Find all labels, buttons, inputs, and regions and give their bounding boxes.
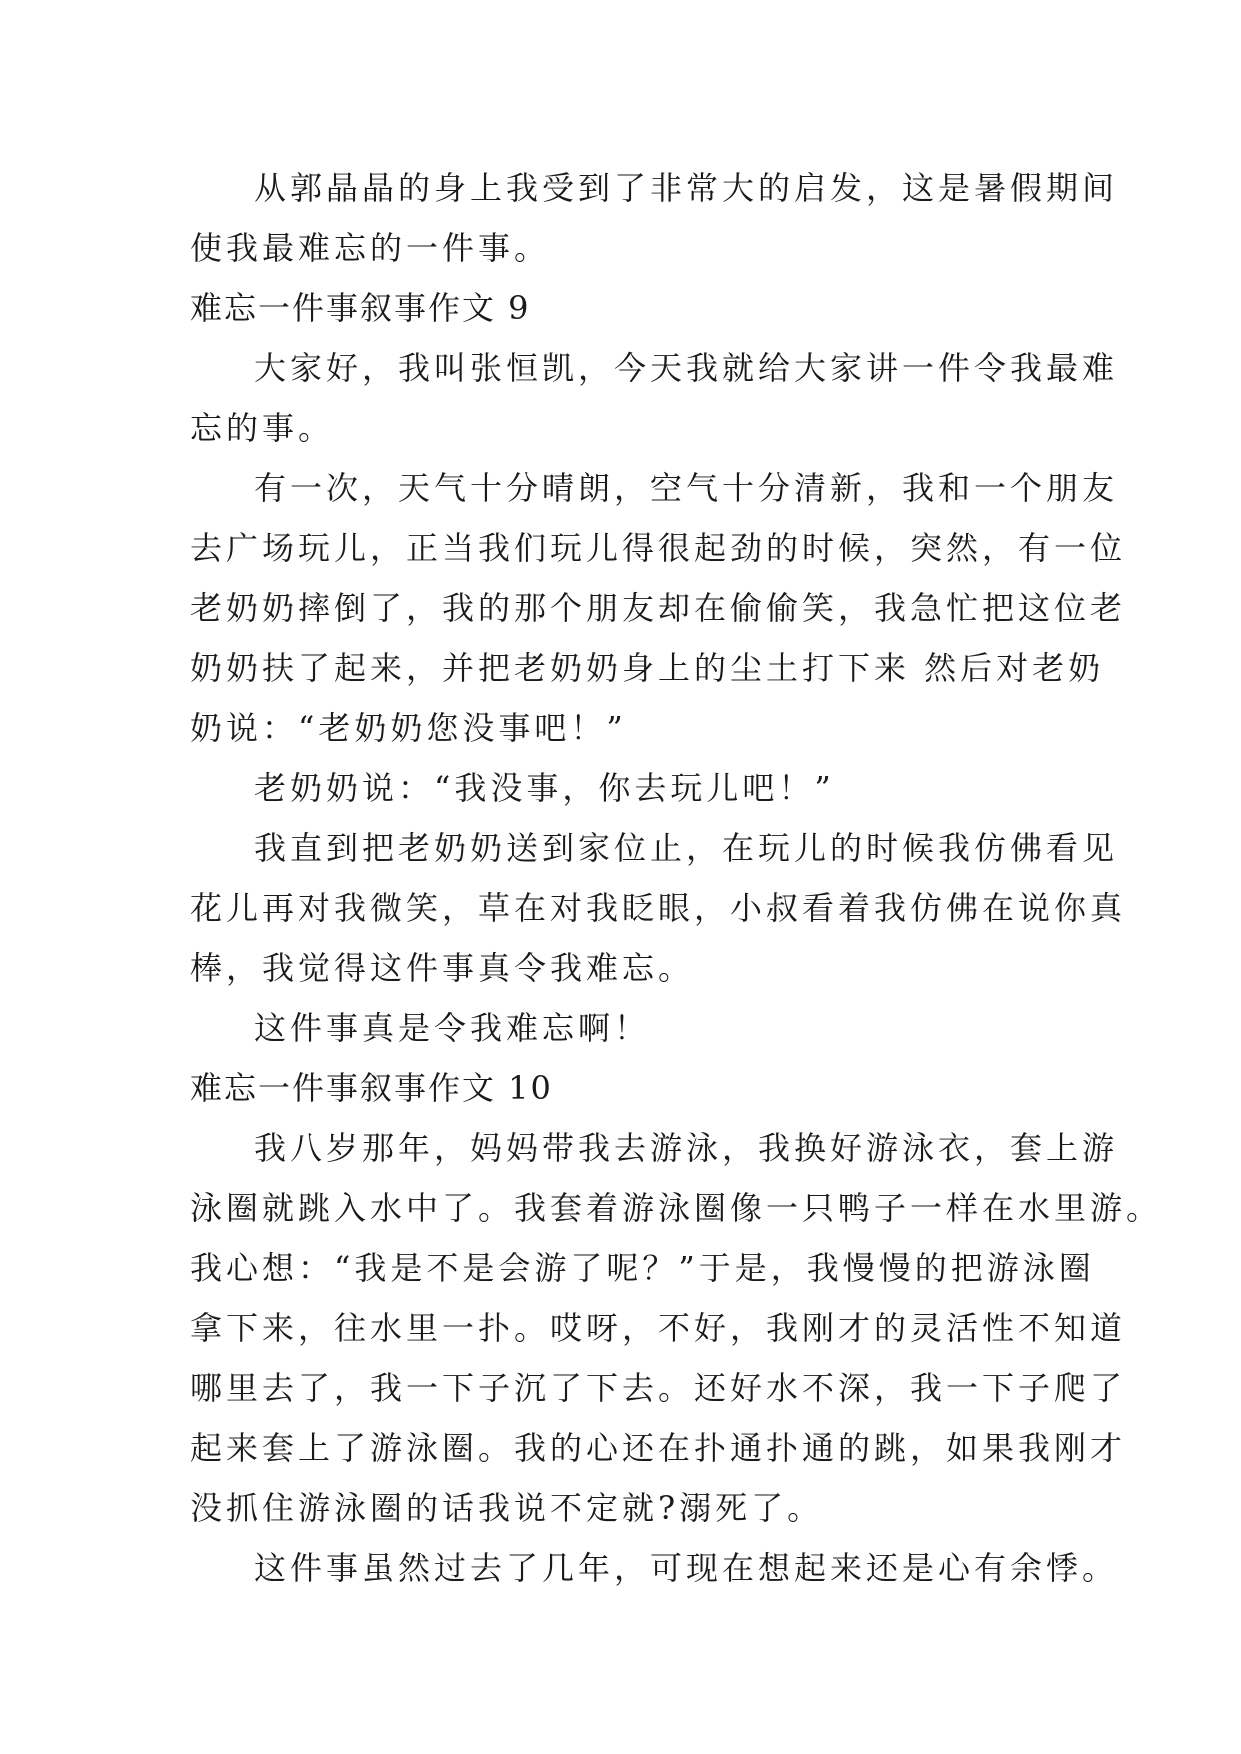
section-heading: 难忘一件事叙事作文 10	[190, 1069, 553, 1107]
text-line: 我心想：“我是不是会游了呢？”于是，我慢慢的把游泳圈	[190, 1249, 1095, 1287]
text-line: 花儿再对我微笑，草在对我眨眼，小叔看着我仿佛在说你真	[190, 889, 1127, 927]
text-line: 泳圈就跳入水中了。我套着游泳圈像一只鸭子一样在水里游。	[190, 1189, 1163, 1227]
text-line: 奶奶扶了起来，并把老奶奶身上的尘土打下来 然后对老奶	[190, 649, 1105, 687]
text-line: 大家好，我叫张恒凯，今天我就给大家讲一件令我最难	[254, 349, 1119, 387]
text-line: 起来套上了游泳圈。我的心还在扑通扑通的跳，如果我刚才	[190, 1429, 1127, 1467]
text-line: 从郭晶晶的身上我受到了非常大的启发，这是暑假期间	[254, 169, 1119, 207]
text-line: 有一次，天气十分晴朗，空气十分清新，我和一个朋友	[254, 469, 1119, 507]
text-line: 我八岁那年，妈妈带我去游泳，我换好游泳衣，套上游	[254, 1129, 1119, 1167]
text-line: 这件事虽然过去了几年，可现在想起来还是心有余悸。	[254, 1549, 1119, 1587]
text-line: 没抓住游泳圈的话我说不定就?溺死了。	[190, 1489, 824, 1527]
text-line: 哪里去了，我一下子沉了下去。还好水不深，我一下子爬了	[190, 1369, 1127, 1407]
text-line: 去广场玩儿，正当我们玩儿得很起劲的时候，突然，有一位	[190, 529, 1127, 567]
text-line: 拿下来，往水里一扑。哎呀，不好，我刚才的灵活性不知道	[190, 1309, 1127, 1347]
text-line: 老奶奶摔倒了，我的那个朋友却在偷偷笑，我急忙把这位老	[190, 589, 1127, 627]
text-line: 奶说：“老奶奶您没事吧！”	[190, 709, 627, 747]
text-line: 棒，我觉得这件事真令我难忘。	[190, 949, 695, 987]
text-line: 忘的事。	[190, 409, 335, 447]
text-line: 老奶奶说：“我没事，你去玩儿吧！”	[254, 769, 835, 807]
text-line: 使我最难忘的一件事。	[190, 229, 551, 267]
document-body	[190, 158, 1163, 1598]
text-line: 我直到把老奶奶送到家位止，在玩儿的时候我仿佛看见	[254, 829, 1119, 867]
section-heading: 难忘一件事叙事作文 9	[190, 289, 531, 327]
text-line: 这件事真是令我难忘啊！	[254, 1009, 651, 1047]
